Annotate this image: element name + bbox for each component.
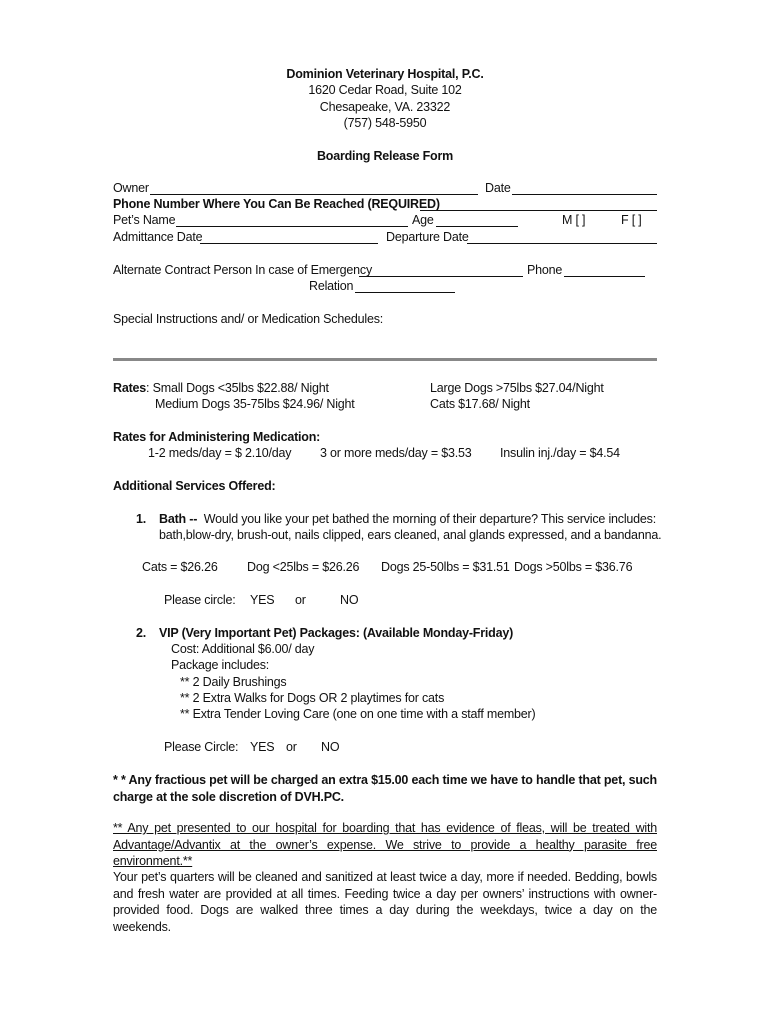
medication-tier2: 3 or more meds/day = $3.53 [320,446,472,460]
rates-medium-dogs: Medium Dogs 35-75lbs $24.96/ Night [155,397,355,411]
date-field[interactable] [512,194,657,195]
bath-circle-label: Please circle: [164,593,236,607]
departure-date-field[interactable] [467,243,657,244]
vip-or: or [286,740,297,754]
date-label: Date [485,181,511,195]
male-checkbox[interactable]: M [ ] [562,213,586,227]
rates-large-dogs: Large Dogs >75lbs $27.04/Night [430,381,604,395]
section-divider [113,358,657,361]
alt-phone-field[interactable] [564,276,645,277]
pets-name-field[interactable] [176,226,408,227]
additional-services-title: Additional Services Offered: [113,479,276,493]
phone-field[interactable] [420,210,657,211]
vip-item-2: ** 2 Extra Walks for Dogs OR 2 playtimes for cats [180,691,445,705]
rates-cats: Cats $17.68/ Night [430,397,530,411]
bath-price-dog-large: Dogs >50lbs = $36.76 [514,560,633,574]
female-checkbox[interactable]: F [ ] [621,213,642,227]
phone-label: Phone Number Where You Can Be Reached (REQUIRED) [113,197,440,211]
hospital-name: Dominion Veterinary Hospital, P.C. [286,67,484,81]
bath-title: Bath -- [159,512,198,526]
vip-yes-option[interactable]: YES [250,740,275,754]
relation-label: Relation [309,279,354,293]
vip-item-1: ** 2 Daily Brushings [180,675,287,689]
rates-small-dogs-text: : Small Dogs <35lbs $22.88/ Night [146,381,329,395]
bath-no-option[interactable]: NO [340,593,359,607]
bath-number: 1. [136,512,147,526]
rates-small-dogs [113,381,329,395]
form-title: Boarding Release Form [316,149,454,163]
alt-phone-label: Phone [527,263,563,277]
hospital-address-line2: Chesapeake, VA. 23322 [319,100,451,114]
pets-name-label: Pet’s Name [113,213,176,227]
medication-insulin: Insulin inj./day = $4.54 [500,446,620,460]
departure-date-label: Departure Date [386,230,469,244]
alternate-contact-field[interactable] [359,276,523,277]
hospital-phone: (757) 548-5950 [343,116,427,130]
vip-cost: Cost: Additional $6.00/ day [171,642,315,656]
bath-price-dog-mid: Dogs 25-50lbs = $31.51 [381,560,510,574]
owner-label: Owner [113,181,149,195]
quarters-care-note: Your pet’s quarters will be cleaned and sanitized at least twice a day, more if needed. Bedding, bowls and fresh water are provided at all times. Feeding twice a day per owners’ instructions with owner-provided food. Dogs are walked three times a day during the weekdays, twice a day on the weekends. [113,870,657,934]
vip-item-3: ** Extra Tender Loving Care (one on one time with a staff member) [180,707,536,721]
admittance-date-label: Admittance Date [113,230,203,244]
bath-line1 [159,512,656,526]
fractious-pet-note: * * Any fractious pet will be charged an extra $15.00 each time we have to handle that pet, such charge at the sole discretion of DVH.PC. [113,773,657,804]
bath-price-dog-small: Dog <25lbs = $26.26 [247,560,360,574]
age-label: Age [412,213,434,227]
bath-yes-option[interactable]: YES [250,593,275,607]
medication-tier1: 1-2 meds/day = $ 2.10/day [148,446,292,460]
vip-includes: Package includes: [171,658,270,672]
relation-field[interactable] [355,292,455,293]
bath-line2: bath,blow-dry, brush-out, nails clipped, ears cleaned, anal glands expressed, and a bandanna. [159,528,662,542]
vip-title: VIP (Very Important Pet) Packages: (Available Monday-Friday) [159,626,514,640]
special-instructions-label: Special Instructions and/ or Medication Schedules: [113,312,384,326]
bath-description: Would you like your pet bathed the morning of their departure? This service includes: [203,512,656,526]
bath-or: or [295,593,306,607]
alternate-contact-label: Alternate Contract Person In case of Emergency [113,263,372,277]
vip-number: 2. [136,626,147,640]
vip-circle-label: Please Circle: [164,740,239,754]
owner-field[interactable] [150,194,478,195]
bath-price-cats: Cats = $26.26 [142,560,218,574]
admittance-date-field[interactable] [200,243,378,244]
age-field[interactable] [436,226,518,227]
rates-label: Rates [113,381,147,395]
flea-policy-note: ** Any pet presented to our hospital for boarding that has evidence of fleas, will be treated with Advantage/Advantix at the owner’s expense. We strive to provide a healthy parasite free environment.** [113,821,657,868]
vip-no-option[interactable]: NO [321,740,340,754]
hospital-address-line1: 1620 Cedar Road, Suite 102 [308,83,462,97]
medication-title: Rates for Administering Medication: [113,430,321,444]
